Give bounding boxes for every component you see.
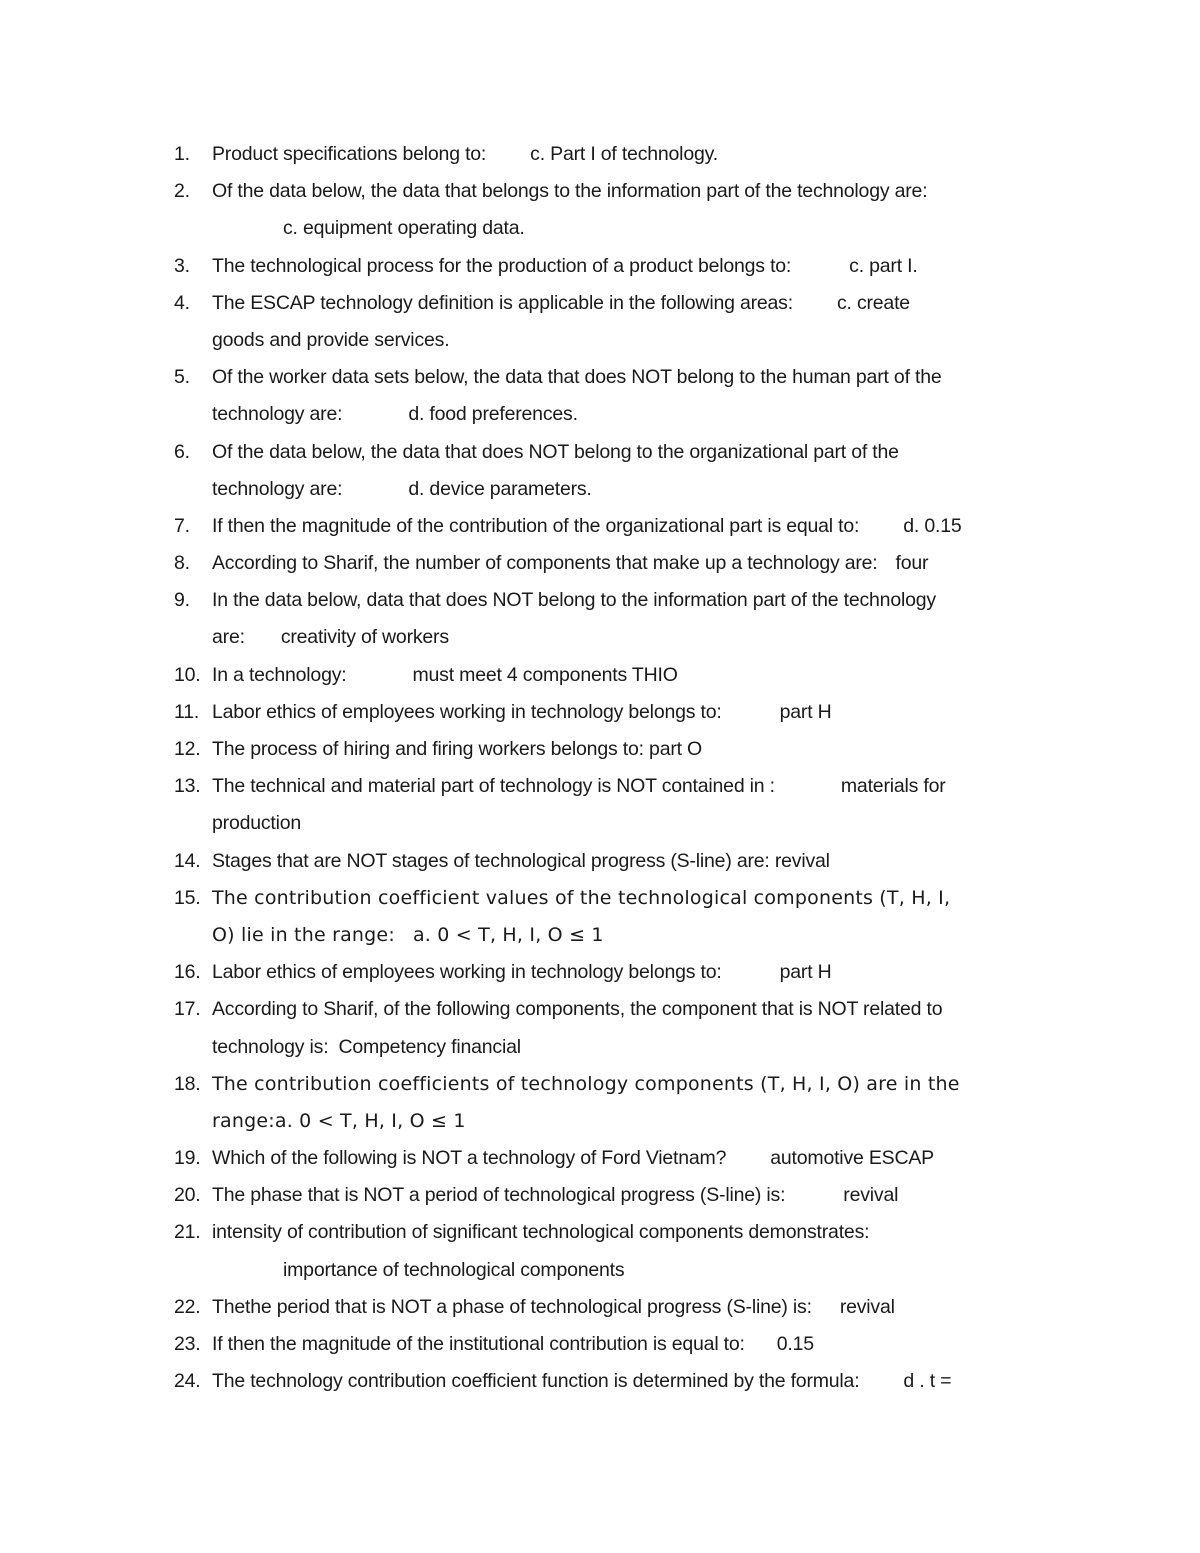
item-number: 7. (174, 514, 190, 537)
question-continuation: technology are: (212, 477, 343, 500)
item-number: 19. (174, 1147, 201, 1170)
answer-continuation: goods and provide services. (212, 328, 450, 351)
list-item (174, 880, 1074, 954)
answer-text: automotive ESCAP (770, 1147, 934, 1170)
item-number: 23. (174, 1333, 201, 1355)
answer-text: c. part I. (849, 254, 918, 277)
question-text: Thethe period that is NOT a phase of technological progress (S-line) is: (212, 1295, 812, 1318)
item-number: 11. (174, 700, 200, 723)
answer-text: importance of technological components (283, 1258, 625, 1281)
list-item (174, 1289, 1074, 1326)
question-text: The phase that is NOT a period of technological progress (S-line) is: (212, 1184, 786, 1207)
item-number: 21. (174, 1221, 201, 1244)
answer-text: revival (843, 1184, 899, 1207)
list-item (174, 1214, 1074, 1288)
question-answer-list (174, 136, 1074, 1400)
question-continuation: are: (212, 626, 245, 649)
item-number: 4. (174, 291, 190, 314)
answer-text: c. Part I of technology. (530, 143, 718, 165)
answer-text: a. 0 < T, H, I, O ≤ 1 (412, 923, 604, 946)
answer-text: d. 0.15 (903, 514, 962, 537)
answer-text: c. create (836, 291, 910, 314)
list-item (174, 1363, 1074, 1400)
item-number: 17. (174, 998, 201, 1021)
item-number: 12. (174, 738, 201, 760)
question-continuation: technology are: (212, 403, 343, 426)
list-item (174, 1177, 1074, 1214)
question-text: Stages that are NOT stages of technological progress (S-line) are: revival (212, 849, 830, 872)
question-text: In a technology: (212, 663, 347, 686)
list-item (174, 768, 1074, 842)
answer-text: part H (779, 961, 832, 984)
question-text: Which of the following is NOT a technology of Ford Vietnam? (212, 1147, 727, 1170)
item-number: 13. (174, 775, 201, 798)
answer-text: d. device parameters. (408, 477, 592, 500)
list-item (174, 285, 1074, 359)
answer-text: d . t = (903, 1370, 952, 1393)
list-item (174, 136, 1074, 173)
list-item (174, 173, 1074, 247)
question-text: Labor ethics of employees working in technology belongs to: (212, 961, 722, 984)
item-number: 1. (174, 143, 190, 165)
question-text: The technological process for the production of a product belongs to: (212, 254, 792, 277)
answer-text: four (895, 552, 929, 575)
list-item (174, 843, 1074, 880)
list-item (174, 359, 1074, 433)
answer-text: materials for (840, 775, 946, 798)
list-item (174, 1066, 1074, 1140)
question-text: According to Sharif, the number of components that make up a technology are: (212, 552, 878, 575)
item-number: 16. (174, 961, 201, 984)
question-text: The contribution coefficients of technology components (T, H, I, O) are in the (212, 1072, 960, 1095)
item-number: 8. (174, 552, 190, 575)
item-number: 14. (174, 849, 201, 872)
list-item (174, 1140, 1074, 1177)
answer-continuation: production (212, 812, 302, 835)
question-text: Of the data below, the data that does NOT belong to the organizational part of the (212, 440, 899, 463)
question-continuation: range:a. 0 < T, H, I, O ≤ 1 (212, 1109, 466, 1132)
question-text: Of the worker data sets below, the data that does NOT belong to the human part of the (212, 366, 942, 389)
item-number: 18. (174, 1072, 201, 1095)
item-number: 3. (174, 254, 190, 277)
item-number: 9. (174, 589, 190, 612)
list-item (174, 1326, 1074, 1363)
item-number: 2. (174, 180, 190, 203)
list-item (174, 954, 1074, 991)
question-continuation: O) lie in the range: (212, 923, 395, 946)
item-number: 10. (174, 663, 201, 686)
question-text: The technology contribution coefficient function is determined by the formula: (212, 1370, 860, 1393)
question-text: In the data below, data that does NOT belong to the information part of the technology (212, 589, 936, 612)
list-item (174, 694, 1074, 731)
list-item (174, 582, 1074, 656)
list-item (174, 657, 1074, 694)
item-number: 15. (174, 886, 201, 909)
answer-text: c. equipment operating data. (283, 217, 525, 240)
list-item (174, 248, 1074, 285)
question-text: The process of hiring and firing workers belongs to: part O (212, 738, 703, 760)
question-text: Product specifications belong to: (212, 143, 487, 165)
list-item (174, 508, 1074, 545)
item-number: 22. (174, 1295, 201, 1318)
answer-text: must meet 4 components THIO (412, 663, 678, 686)
question-text: intensity of contribution of significant technological components demonstrates: (212, 1221, 870, 1244)
answer-text: d. food preferences. (408, 403, 578, 426)
question-text: Labor ethics of employees working in technology belongs to: (212, 700, 722, 723)
question-continuation: technology is: (212, 1035, 329, 1058)
question-text: If then the magnitude of the institutional contribution is equal to: (212, 1333, 745, 1355)
answer-text: revival (839, 1295, 895, 1318)
answer-text: part H (779, 700, 832, 723)
answer-text: Competency financial (338, 1035, 521, 1058)
answer-text: creativity of workers (280, 626, 449, 649)
question-text: If then the magnitude of the contribution of the organizational part is equal to: (212, 514, 860, 537)
list-item (174, 991, 1074, 1065)
question-text: The ESCAP technology definition is applicable in the following areas: (212, 291, 793, 314)
question-text: The technical and material part of technology is NOT contained in : (212, 775, 775, 798)
question-text: The contribution coefficient values of the technological components (T, H, I, (212, 886, 951, 909)
question-text: Of the data below, the data that belongs to the information part of the technology are: (212, 180, 928, 203)
list-item (174, 434, 1074, 508)
answer-text: 0.15 (776, 1333, 814, 1355)
list-item (174, 545, 1074, 582)
item-number: 6. (174, 440, 190, 463)
question-text: According to Sharif, of the following components, the component that is NOT related to (212, 998, 943, 1021)
item-number: 24. (174, 1370, 201, 1393)
item-number: 20. (174, 1184, 201, 1207)
list-item (174, 731, 1074, 768)
item-number: 5. (174, 366, 190, 389)
